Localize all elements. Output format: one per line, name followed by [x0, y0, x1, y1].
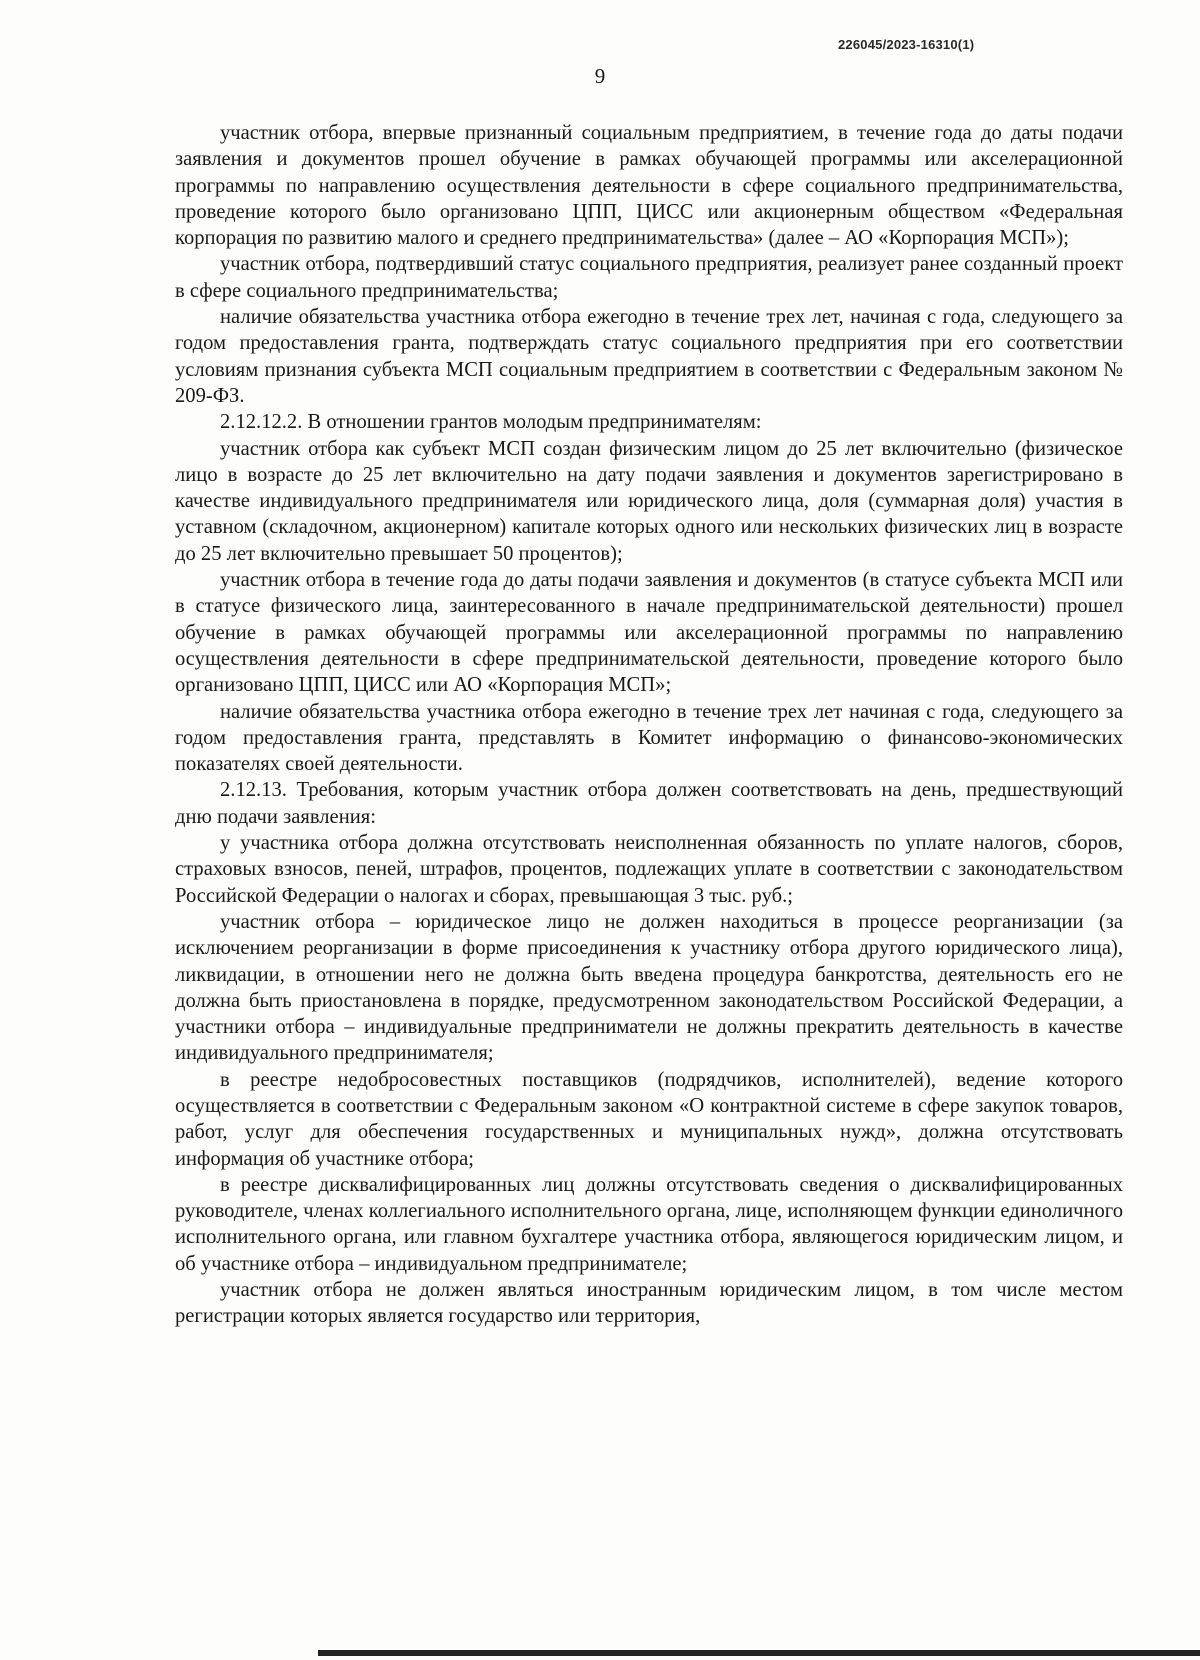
paragraph: участник отбора – юридическое лицо не должен находиться в процессе реорганизации (за исключением реорганизации в форме присоединения к участнику отбора другого юридического лица), ликвидации, в отношении него не должна быть введена процедура банкротства, деятельность его не должна быть приостановлена в порядке, предусмотренном законодательством Российской Федерации, а участники отбора – индивидуальные предприниматели не должны прекратить деятельность в качестве индивидуального предпринимателя;	[175, 910, 1123, 1065]
document-body	[175, 120, 1123, 1330]
page-number: 9	[594, 64, 606, 88]
paragraph: участник отбора как субъект МСП создан физическим лицом до 25 лет включительно (физическое лицо в возрасте до 25 лет включительно на дату подачи заявления и документов зарегистрировано в качестве индивидуального предпринимателя или юридического лица, доля (суммарная доля) участия в уставном (складочном, акционерном) капитале которых одного или нескольких физических лиц в возрасте до 25 лет включительно превышает 50 процентов);	[175, 437, 1123, 565]
paragraph: участник отбора, впервые признанный социальным предприятием, в течение года до даты подачи заявления и документов прошел обучение в рамках обучающей программы или акселерационной программы по направлению осуществления деятельности в сфере социального предпринимательства, проведение которого было организовано ЦПП, ЦИСС или акционерным обществом «Федеральная корпорация по развитию малого и среднего предпринимательства» (далее – АО «Корпорация МСП»);	[175, 122, 1123, 250]
paragraph: наличие обязательства участника отбора ежегодно в течение трех лет, начиная с года, следующего за годом предоставления гранта, подтверждать статус социального предприятия при его соответствии условиям признания субъекта МСП социальным предприятием в соответствии с Федеральным законом № 209-ФЗ.	[175, 306, 1123, 407]
paragraph: участник отбора не должен являться иностранным юридическим лицом, в том числе местом регистрации которых является государство или территория,	[175, 1279, 1123, 1328]
paragraph: у участника отбора должна отсутствовать неисполненная обязанность по уплате налогов, сборов, страховых взносов, пеней, штрафов, процентов, подлежащих уплате в соответствии с законодательством Российской Федерации о налогах и сборах, превышающая 3 тыс. руб.;	[175, 832, 1123, 907]
section-heading-2-12-13: 2.12.13. Требования, которым участник отбора должен соответствовать на день, предшествующий дню подачи заявления:	[175, 779, 1123, 828]
paragraph: в реестре недобросовестных поставщиков (подрядчиков, исполнителей), ведение которого осуществляется в соответствии с Федеральным законом «О контрактной системе в сфере закупок товаров, работ, услуг для обеспечения государственных и муниципальных нужд», должна отсутствовать информация об участнике отбора;	[175, 1068, 1123, 1170]
paragraph: участник отбора в течение года до даты подачи заявления и документов (в статусе субъекта МСП или в статусе физического лица, заинтересованного в начале предпринимательской деятельности) прошел обучение в рамках обучающей программы или акселерационной программы по направлению осуществления деятельности в сфере предпринимательской деятельности, проведение которого было организовано ЦПП, ЦИСС или АО «Корпорация МСП»;	[175, 569, 1123, 697]
section-heading-2-12-12-2: 2.12.12.2. В отношении грантов молодым предпринимателям:	[220, 411, 762, 434]
paragraph: наличие обязательства участника отбора ежегодно в течение трех лет начиная с года, следующего за годом предоставления гранта, представлять в Комитет информацию о финансово-экономических показателях своей деятельности.	[175, 700, 1123, 776]
bottom-scan-edge-line	[318, 1650, 1200, 1656]
paragraph: в реестре дисквалифицированных лиц должны отсутствовать сведения о дисквалифицированных руководителе, членах коллегиального исполнительного органа, лице, исполняющем функции единоличного исполнительного органа, или главном бухгалтере участника отбора, являющегося юридическим лицом, и об участнике отбора – индивидуальном предпринимателе;	[175, 1173, 1123, 1275]
document-registration-number: 226045/2023-16310(1)	[838, 37, 975, 52]
paragraph: участник отбора, подтвердивший статус социального предприятия, реализует ранее созданный проект в сфере социального предпринимательства;	[175, 253, 1123, 302]
